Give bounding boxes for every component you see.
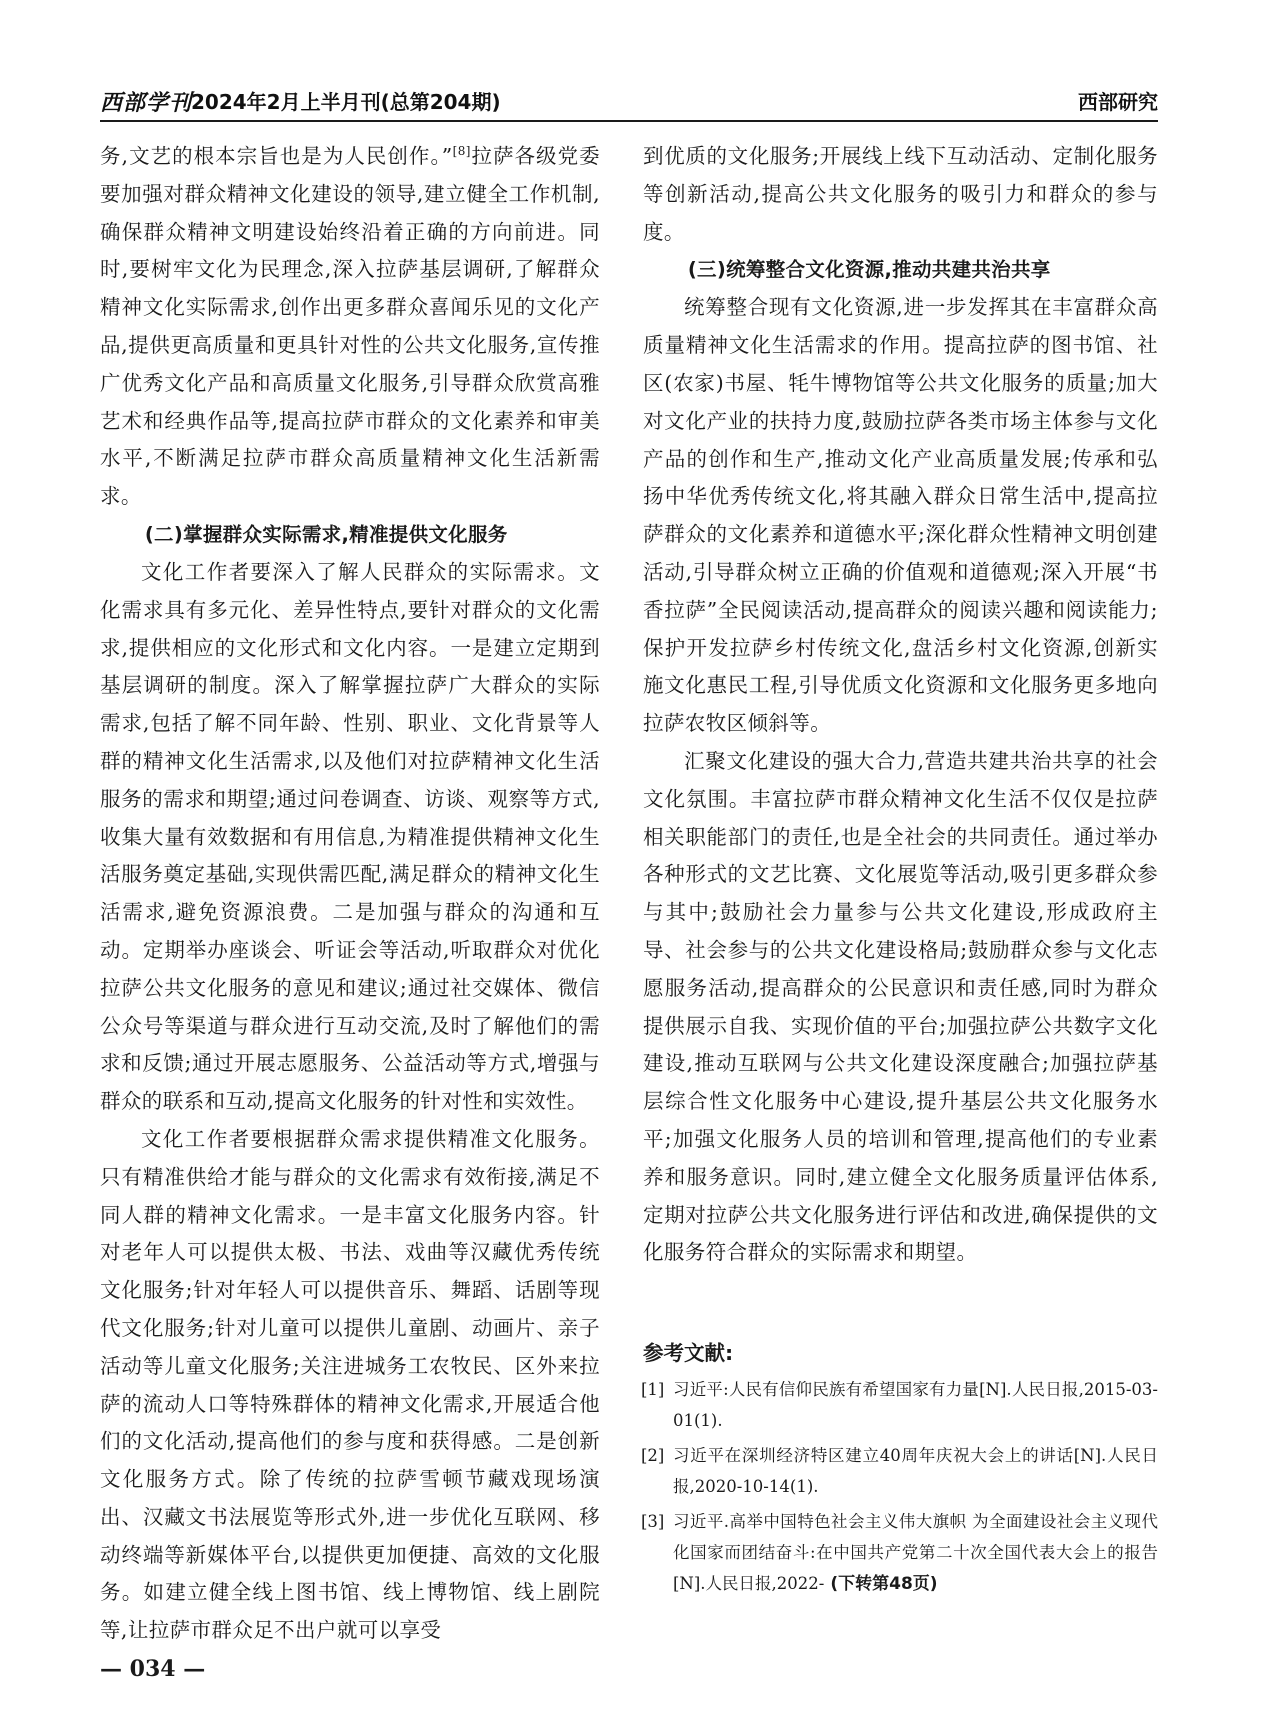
reference-text: 习近平.高举中国特色社会主义伟大旗帜 为全面建设社会主义现代化国家而团结奋斗:在中国共产党第二十次全国代表大会上的报告[N].人民日报,2022-: [673, 1512, 1158, 1593]
paragraph: 汇聚文化建设的强大合力,营造共建共治共享的社会文化氛围。丰富拉萨市群众精神文化生活不仅仅是拉萨相关职能部门的责任,也是全社会的共同责任。通过举办各种形式的文艺比赛、文化展览等活动,吸引更多群众参与其中;鼓励社会力量参与公共文化建设,形成政府主导、社会参与的公共文化建设格局;鼓励群众参与文化志愿服务活动,提高群众的公民意识和责任感,同时为群众提供展示自我、实现价值的平台;加强拉萨公共数字文化建设,推动互联网与公共文化建设深度融合;加强拉萨基层综合性文化服务中心建设,提升基层公共文化服务水平;加强文化服务人员的培训和管理,提高他们的专业素养和服务意识。同时,建立健全文化服务质量评估体系,定期对拉萨公共文化服务进行评估和改进,确保提供的文化服务符合群众的实际需求和期望。: [643, 748, 1158, 1265]
paragraph-text: 务,文艺的根本宗旨也是为人民创作。”: [100, 144, 453, 168]
continue-note: (下转第48页): [830, 1574, 938, 1594]
left-column: [100, 138, 600, 1650]
right-column: [643, 138, 1158, 1272]
citation-marker: [8]: [452, 144, 471, 159]
paragraph: [100, 138, 600, 516]
reference-number: [3]: [641, 1512, 665, 1531]
issue-info: 2024年2月上半月刊(总第204期): [191, 90, 501, 114]
reference-text: 习近平在深圳经济特区建立40周年庆祝大会上的讲话[N].人民日报,2020-10-14(1).: [673, 1446, 1158, 1496]
reference-item: [643, 1374, 1158, 1436]
references-title: 参考文献:: [643, 1341, 734, 1365]
reference-item: [643, 1440, 1158, 1502]
reference-number: [1]: [641, 1380, 665, 1399]
references-section: [643, 1336, 1158, 1604]
section-heading: (三)统筹整合文化资源,推动共建共治共享: [687, 258, 1051, 282]
reference-item: [643, 1506, 1158, 1600]
paragraph: 到优质的文化服务;开展线上线下互动活动、定制化服务等创新活动,提高公共文化服务的吸引力和群众的参与度。: [643, 144, 1158, 244]
paragraph: 统筹整合现有文化资源,进一步发挥其在丰富群众高质量精神文化生活需求的作用。提高拉萨的图书馆、社区(农家)书屋、牦牛博物馆等公共文化服务的质量;加大对文化产业的扶持力度,鼓励拉萨各类市场主体参与文化产品的创作和生产,推动文化产业高质量发展;传承和弘扬中华优秀传统文化,将其融入群众日常生活中,提高拉萨群众的文化素养和道德水平;深化群众性精神文明创建活动,引导群众树立正确的价值观和道德观;深入开展“书香拉萨”全民阅读活动,提高群众的阅读兴趣和阅读能力;保护开发拉萨乡村传统文化,盘活乡村文化资源,创新实施文化惠民工程,引导优质文化资源和文化服务更多地向拉萨农牧区倾斜等。: [643, 295, 1158, 736]
journal-logo: 西部学刊: [100, 90, 193, 116]
running-header: [100, 82, 1158, 122]
paragraph: 文化工作者要根据群众需求提供精准文化服务。只有精准供给才能与群众的文化需求有效衔接,满足不同人群的精神文化需求。一是丰富文化服务内容。针对老年人可以提供太极、书法、戏曲等汉藏优秀传统文化服务;针对年轻人可以提供音乐、舞蹈、话剧等现代文化服务;针对儿童可以提供儿童剧、动画片、亲子活动等儿童文化服务;关注进城务工农牧民、区外来拉萨的流动人口等特殊群体的精神文化需求,开展适合他们的文化活动,提高他们的参与度和获得感。二是创新文化服务方式。除了传统的拉萨雪顿节藏戏现场演出、汉藏文书法展览等形式外,进一步优化互联网、移动终端等新媒体平台,以提供更加便捷、高效的文化服务。如建立健全线上图书馆、线上博物馆、线上剧院等,让拉萨市群众足不出户就可以享受: [100, 1126, 600, 1643]
paragraph: 文化工作者要深入了解人民群众的实际需求。文化需求具有多元化、差异性特点,要针对群众的文化需求,提供相应的文化形式和文化内容。一是建立定期到基层调研的制度。深入了解掌握拉萨广大群众的实际需求,包括了解不同年龄、性别、职业、文化背景等人群的精神文化生活需求,以及他们对拉萨精神文化生活服务的需求和期望;通过问卷调查、访谈、观察等方式,收集大量有效数据和有用信息,为精准提供精神文化生活服务奠定基础,实现供需匹配,满足群众的精神文化生活需求,避免资源浪费。二是加强与群众的沟通和互动。定期举办座谈会、听证会等活动,听取群众对优化拉萨公共文化服务的意见和建议;通过社交媒体、微信公众号等渠道与群众进行互动交流,及时了解他们的需求和反馈;通过开展志愿服务、公益活动等方式,增强与群众的联系和互动,提高文化服务的针对性和实效性。: [100, 559, 600, 1114]
section-name: 西部研究: [1078, 90, 1158, 114]
section-heading: (二)掌握群众实际需求,精准提供文化服务: [144, 522, 508, 546]
paragraph-text: 拉萨各级党委要加强对群众精神文化建设的领导,建立健全工作机制,确保群众精神文明建设始终沿着正确的方向前进。同时,要树牢文化为民理念,深入拉萨基层调研,了解群众精神文化实际需求,创作出更多群众喜闻乐见的文化产品,提供更高质量和更具针对性的公共文化服务,宣传推广优秀文化产品和高质量文化服务,引导群众欣赏高雅艺术和经典作品等,提高拉萨市群众的文化素养和审美水平,不断满足拉萨市群众高质量精神文化生活新需求。: [100, 144, 600, 509]
page-number: — 034 —: [100, 1656, 206, 1682]
reference-text: 习近平:人民有信仰民族有希望国家有力量[N].人民日报,2015-03-01(1).: [673, 1380, 1158, 1430]
reference-number: [2]: [641, 1446, 665, 1465]
